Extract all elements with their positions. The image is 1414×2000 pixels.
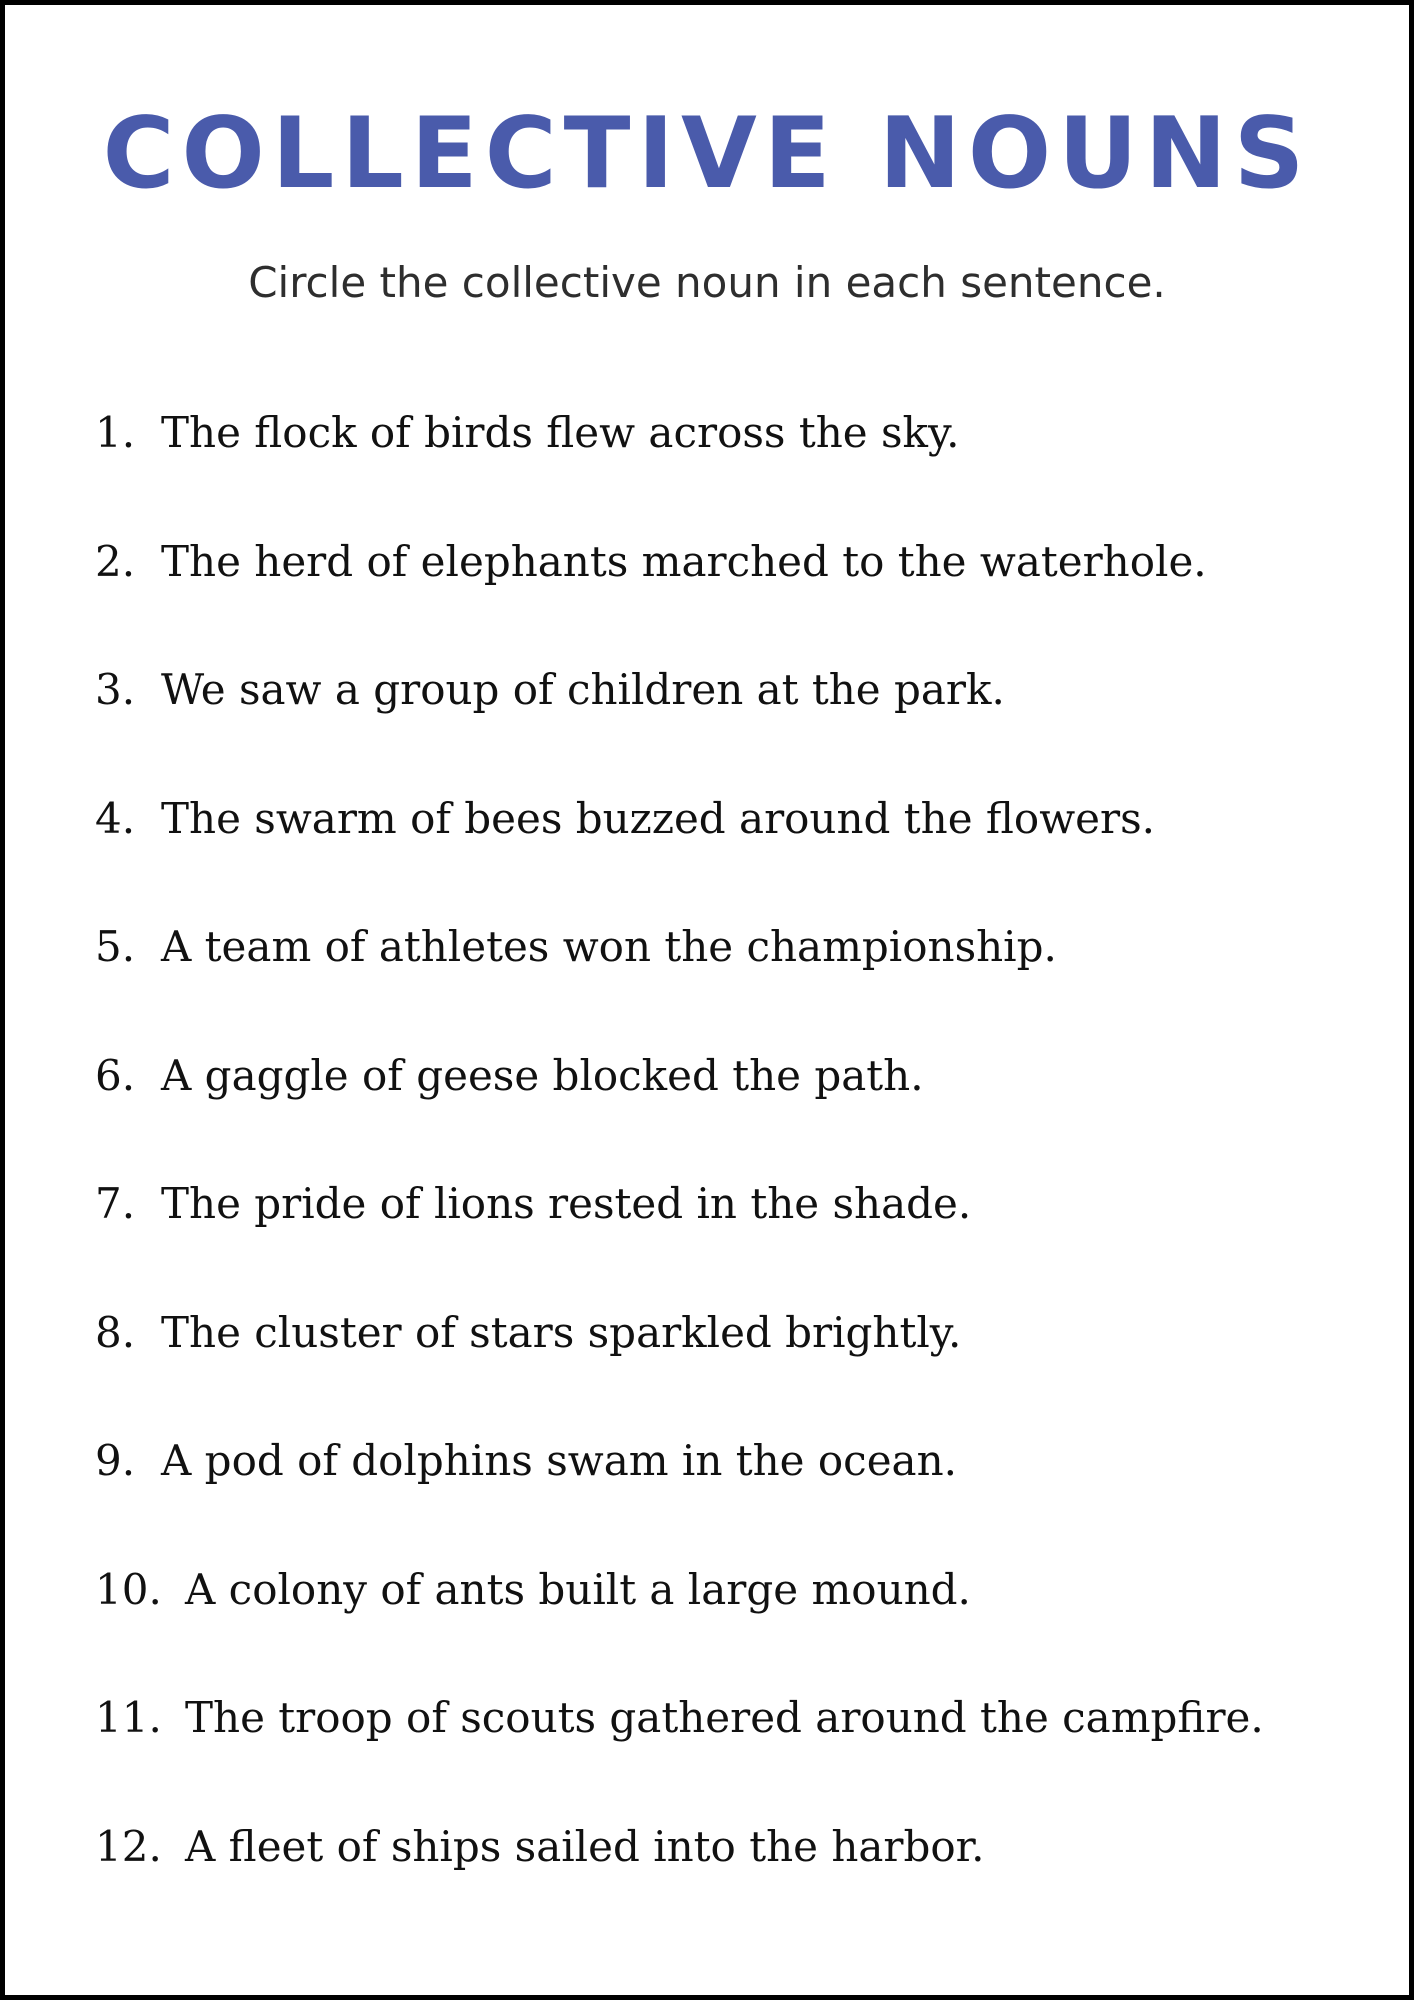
- question-sentence: The flock of birds flew across the sky.: [161, 408, 960, 457]
- question-number: 11.: [95, 1693, 162, 1742]
- question-number: 6.: [95, 1050, 136, 1100]
- question-sentence: The herd of elephants marched to the waterhole.: [161, 536, 1207, 586]
- question-item: [95, 1688, 1264, 1817]
- question-number: 2.: [95, 536, 136, 586]
- question-number: 8.: [95, 1307, 136, 1357]
- question-number: 1.: [95, 408, 136, 457]
- question-list: [95, 403, 1264, 1945]
- question-item: [95, 1174, 1264, 1303]
- question-number: 12.: [95, 1821, 162, 1871]
- question-sentence: A colony of ants built a large mound.: [185, 1564, 971, 1614]
- question-item: [95, 403, 1264, 532]
- question-sentence: The swarm of bees buzzed around the flowers.: [161, 793, 1155, 843]
- question-sentence: A gaggle of geese blocked the path.: [161, 1050, 924, 1100]
- question-number: 9.: [95, 1436, 136, 1485]
- question-number: 4.: [95, 793, 136, 843]
- question-number: 5.: [95, 922, 136, 971]
- question-item: [95, 917, 1264, 1046]
- question-sentence: We saw a group of children at the park.: [161, 665, 1005, 714]
- question-number: 10.: [95, 1564, 162, 1614]
- question-sentence: A team of athletes won the championship.: [161, 922, 1057, 971]
- question-sentence: A pod of dolphins swam in the ocean.: [161, 1436, 957, 1485]
- question-sentence: The pride of lions rested in the shade.: [161, 1179, 972, 1228]
- question-item: [95, 1431, 1264, 1560]
- question-item: [95, 1303, 1264, 1432]
- question-item: [95, 1560, 1264, 1689]
- worksheet-title: COLLECTIVE NOUNS: [102, 97, 1312, 211]
- question-sentence: The cluster of stars sparkled brightly.: [161, 1307, 962, 1357]
- question-sentence: A fleet of ships sailed into the harbor.: [185, 1821, 985, 1871]
- question-item: [95, 789, 1264, 918]
- question-sentence: The troop of scouts gathered around the campfire.: [185, 1693, 1264, 1742]
- question-item: [95, 532, 1264, 661]
- question-item: [95, 660, 1264, 789]
- question-item: [95, 1046, 1264, 1175]
- question-number: 3.: [95, 665, 136, 714]
- worksheet-instructions: Circle the collective noun in each sentence.: [248, 258, 1166, 307]
- question-item: [95, 1817, 1264, 1946]
- question-number: 7.: [95, 1179, 136, 1228]
